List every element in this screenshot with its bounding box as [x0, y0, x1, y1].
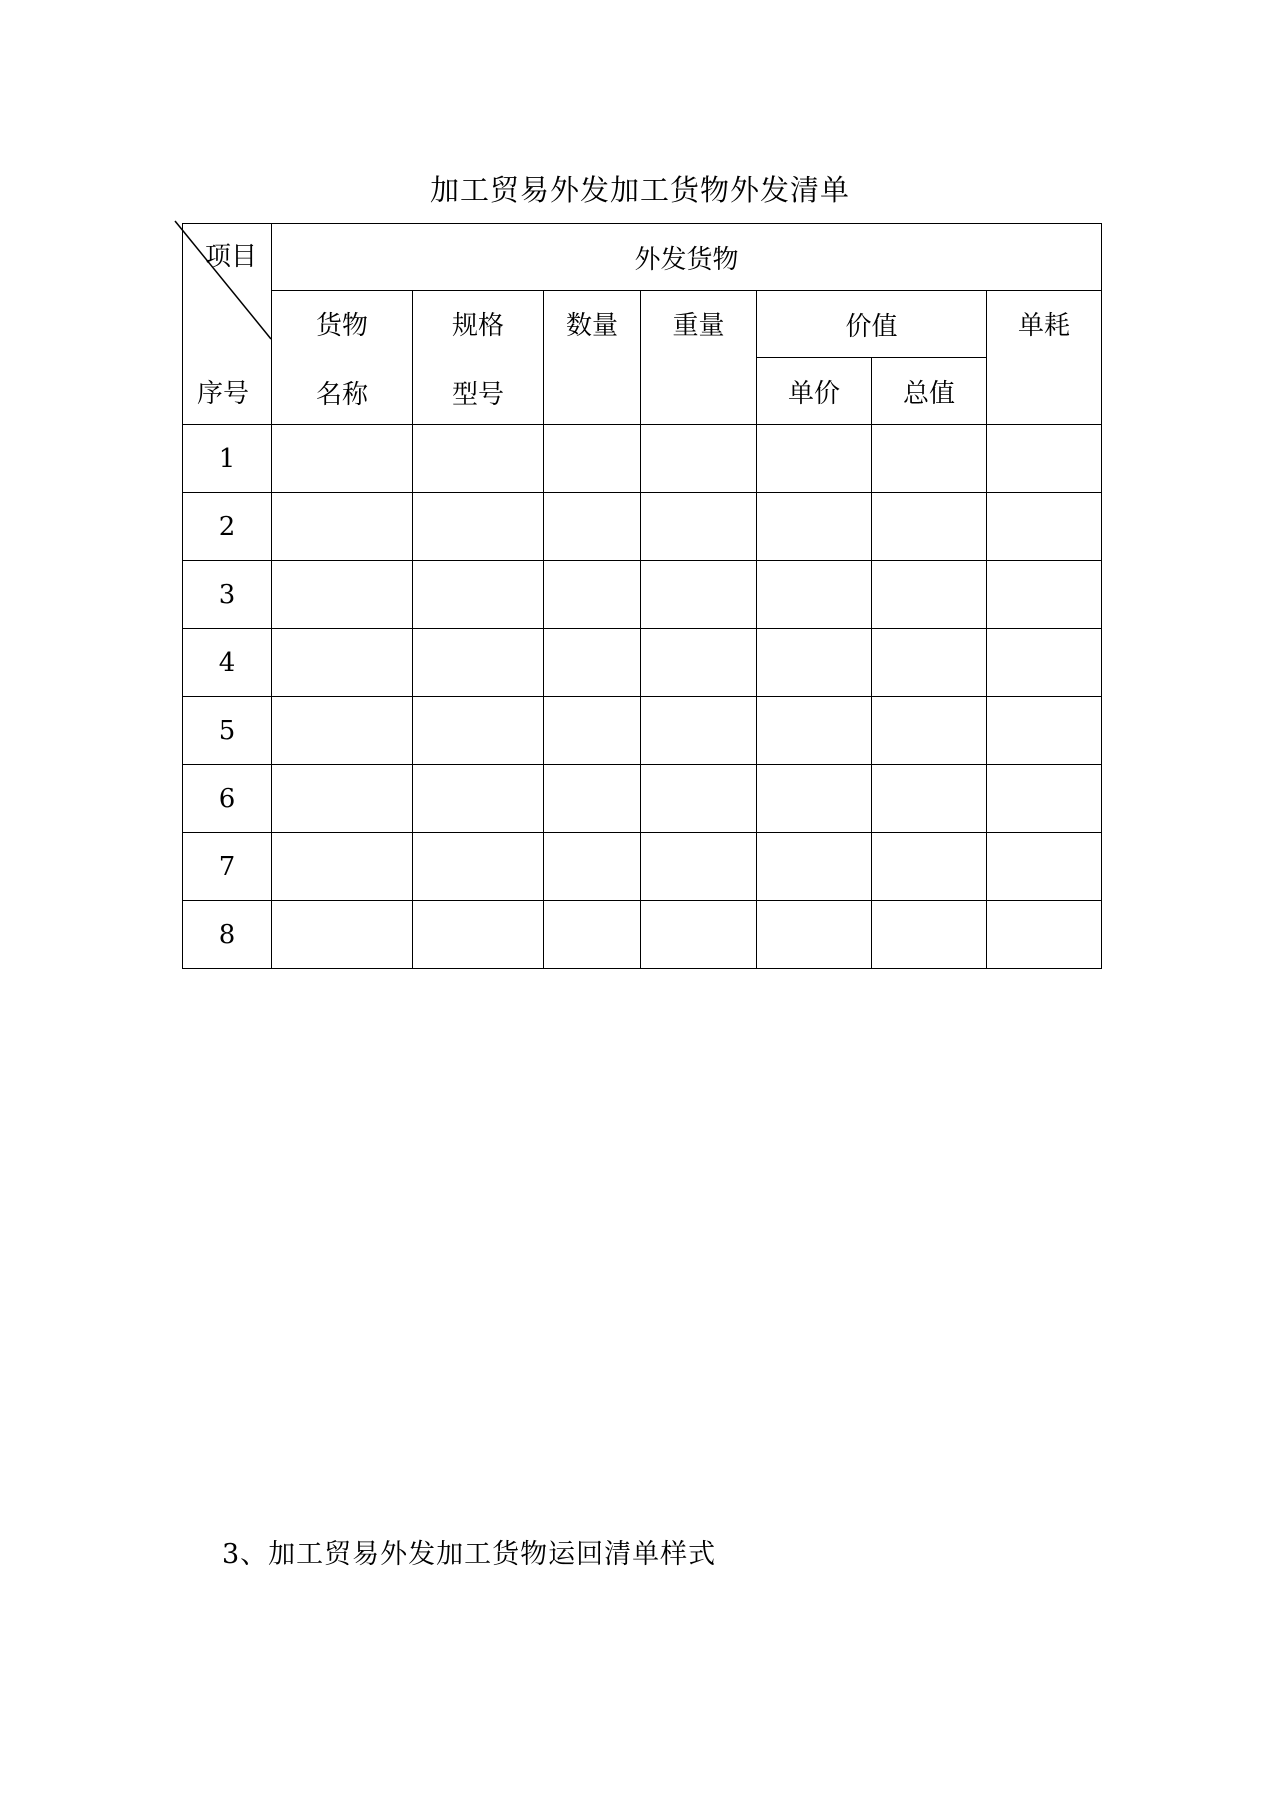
- table-row: [183, 833, 1102, 901]
- document-title: 加工贸易外发加工货物外发清单: [429, 173, 850, 207]
- table-cell: [641, 901, 757, 969]
- row-serial-number: 2: [183, 493, 272, 561]
- col-header-total-value: 总值: [872, 358, 987, 425]
- table-row: [183, 425, 1102, 493]
- table-row: [183, 493, 1102, 561]
- table-cell: [872, 765, 987, 833]
- row-serial-number: 6: [183, 765, 272, 833]
- table-cell: [413, 629, 544, 697]
- table-cell: [757, 833, 872, 901]
- table-cell: [987, 629, 1102, 697]
- table-cell: [872, 833, 987, 901]
- col-header-unit-price: 单价: [757, 358, 872, 425]
- row-serial-number: 8: [183, 901, 272, 969]
- table-cell: [641, 561, 757, 629]
- table-cell: [544, 493, 641, 561]
- corner-header-cell: [183, 224, 272, 425]
- table-row: [183, 765, 1102, 833]
- col-header-goods-name: [272, 291, 413, 425]
- table-cell: [987, 765, 1102, 833]
- table-cell: [413, 425, 544, 493]
- table-cell: [872, 561, 987, 629]
- corner-label-item: 项目: [204, 242, 257, 272]
- table-cell: [987, 697, 1102, 765]
- table-cell: [413, 765, 544, 833]
- table-cell: [544, 629, 641, 697]
- col-header-weight: 重量: [641, 291, 757, 425]
- table-row: [183, 561, 1102, 629]
- col-header-quantity: 数量: [544, 291, 641, 425]
- table-cell: [272, 697, 413, 765]
- table-cell: [544, 425, 641, 493]
- table-cell: [641, 833, 757, 901]
- row-serial-number: 1: [183, 425, 272, 493]
- table-cell: [757, 697, 872, 765]
- table-cell: [413, 561, 544, 629]
- row-serial-number: 7: [183, 833, 272, 901]
- table-cell: [544, 697, 641, 765]
- table-cell: [987, 833, 1102, 901]
- table-row: [183, 697, 1102, 765]
- table-cell: [641, 425, 757, 493]
- table-cell: [757, 493, 872, 561]
- table-cell: [872, 493, 987, 561]
- section-note: 3、加工贸易外发加工货物运回清单样式: [222, 1539, 717, 1570]
- col-header-value: 价值: [757, 291, 987, 358]
- table-cell: [872, 697, 987, 765]
- table-cell: [757, 765, 872, 833]
- table-cell: [872, 629, 987, 697]
- goods-name-line-2: 名称: [315, 380, 368, 410]
- table-cell: [544, 765, 641, 833]
- col-header-spec-model: [413, 291, 544, 425]
- spec-model-line-2: 型号: [451, 380, 504, 410]
- table-body: [183, 425, 1102, 969]
- table-cell: [544, 561, 641, 629]
- table-cell: [272, 901, 413, 969]
- table-row: [183, 629, 1102, 697]
- table-cell: [413, 697, 544, 765]
- header-row-1: [183, 224, 1102, 291]
- table-cell: [413, 901, 544, 969]
- table-cell: [757, 901, 872, 969]
- table-cell: [641, 765, 757, 833]
- table-cell: [987, 561, 1102, 629]
- corner-label-serial: 序号: [197, 379, 250, 409]
- row-serial-number: 3: [183, 561, 272, 629]
- table-cell: [641, 493, 757, 561]
- table-cell: [272, 833, 413, 901]
- table-cell: [641, 629, 757, 697]
- table-cell: [272, 561, 413, 629]
- group-header-outgoing-goods: 外发货物: [272, 224, 1102, 291]
- table-row: [183, 901, 1102, 969]
- table-cell: [872, 901, 987, 969]
- row-serial-number: 4: [183, 629, 272, 697]
- goods-name-line-1: 货物: [315, 311, 368, 341]
- table-cell: [987, 901, 1102, 969]
- table-cell: [272, 493, 413, 561]
- table-cell: [272, 425, 413, 493]
- table-cell: [413, 833, 544, 901]
- table-cell: [872, 425, 987, 493]
- table-cell: [544, 833, 641, 901]
- table-cell: [987, 493, 1102, 561]
- table-cell: [757, 425, 872, 493]
- outgoing-goods-table: [182, 223, 1102, 969]
- col-header-unit-consumption: 单耗: [987, 291, 1102, 425]
- header-row-2: [183, 291, 1102, 358]
- table-cell: [987, 425, 1102, 493]
- table-cell: [641, 697, 757, 765]
- table-cell: [757, 629, 872, 697]
- table-cell: [272, 765, 413, 833]
- table-cell: [272, 629, 413, 697]
- table-cell: [757, 561, 872, 629]
- table-cell: [413, 493, 544, 561]
- spec-model-line-1: 规格: [451, 311, 504, 341]
- table-cell: [544, 901, 641, 969]
- row-serial-number: 5: [183, 697, 272, 765]
